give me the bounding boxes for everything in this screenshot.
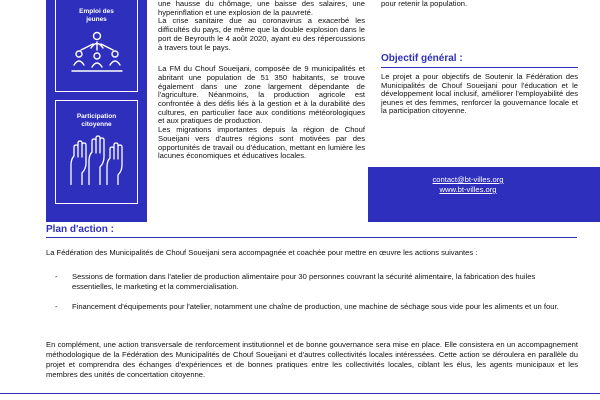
bullet-dash: -	[55, 272, 58, 281]
context-paragraph: La crise sanitaire due au coronavirus a exacerbé les difficultés du pays, de même que la double explosion dans le port de Beyrouth le 4 août 2020, ayant eu des répercussions à travers tout le pays.	[158, 16, 365, 52]
plan-heading: Plan d'action :	[46, 224, 114, 235]
footer-divider	[0, 393, 600, 394]
people-network-icon	[69, 30, 125, 74]
context-column	[158, 0, 365, 161]
list-item-text: Sessions de formation dans l'atelier de production alimentaire pour 30 personnes couvrant la sécurité alimentaire, la fabrication des huiles essentielles, le marketing et la commercialisation.	[72, 272, 536, 291]
contact-email-link[interactable]: contact@bt-villes.org	[432, 175, 504, 184]
sidebar-panel	[46, 0, 147, 222]
objective-heading: Objectif général :	[381, 53, 463, 64]
plan-intro: La Fédération des Municipalités de Chouf Soueijani sera accompagnée et coachée pour mettre en œuvre les actions suivantes :	[46, 248, 478, 257]
right-column-top-text: pour retenir la population.	[381, 0, 468, 8]
card-label-line1: Emploi des	[79, 8, 114, 15]
card-label-line2: citoyenne	[81, 121, 112, 128]
context-paragraph: La FM du Chouf Soueijani, composée de 9 municipalités et abritant une population de 51 350 habitants, se trouve également dans une zone largement dépendante de l'agriculture. Néanmoins, la production agricole est confrontée à des défis liés à la gestion et à la durabilité des cultures, en particulier face aux conditions météorologiques et aux pratiques de production.	[158, 64, 365, 126]
list-item-text: Financement d'équipements pour l'atelier, notamment une chaîne de production, une machine de séchage sous vide pour les aliments et un four.	[72, 302, 559, 311]
card-label-line2: jeunes	[86, 16, 107, 23]
raised-hands-icon	[67, 135, 127, 187]
objective-divider	[381, 67, 578, 68]
plan-divider	[46, 237, 577, 238]
list-item	[55, 272, 578, 292]
objective-text: Le projet a pour objectifs de Soutenir la Fédération des Municipalités de Chouf Soueijani pour l'éducation et le développement local inclusif, améliorer l'employabilité des jeunes et des femmes, renforcer la gouvernance locale et la participation citoyenne.	[381, 72, 578, 116]
card-label-line1: Participation	[76, 113, 117, 120]
context-paragraph: Les migrations importantes depuis la région de Chouf Soueijani vers d'autres régions sont motivées par des opportunités de travail ou d'éducation, mettant en lumière les lacunes économiques et éducatives locales.	[158, 125, 365, 161]
context-paragraph: une hausse du chômage, une baisse des salaires, une hyperinflation et une explosion de la pauvreté.	[158, 0, 365, 17]
plan-conclusion: En complément, une action transversale de renforcement institutionnel et de bonne gouvernance sera mise en place. Elle consistera en un accompagnement méthodologique de la Fédération des Municipalités de Chouf Soueijani et d'autres collectivités locales intéressées. Cette action se déroulera en parallèle du projet et comprendra des échanges d'expériences et de bonnes pratiques entre les collectivités locales, ciblant les élus, les agents municipaux et les membres des unités de concertation citoyenne.	[46, 340, 578, 379]
contact-box	[368, 167, 600, 222]
website-link[interactable]: www.bt-villes.org	[439, 185, 497, 194]
youth-employment-card	[55, 0, 138, 92]
list-item	[55, 302, 578, 312]
bullet-dash: -	[55, 302, 58, 311]
citizen-participation-card	[55, 100, 138, 204]
